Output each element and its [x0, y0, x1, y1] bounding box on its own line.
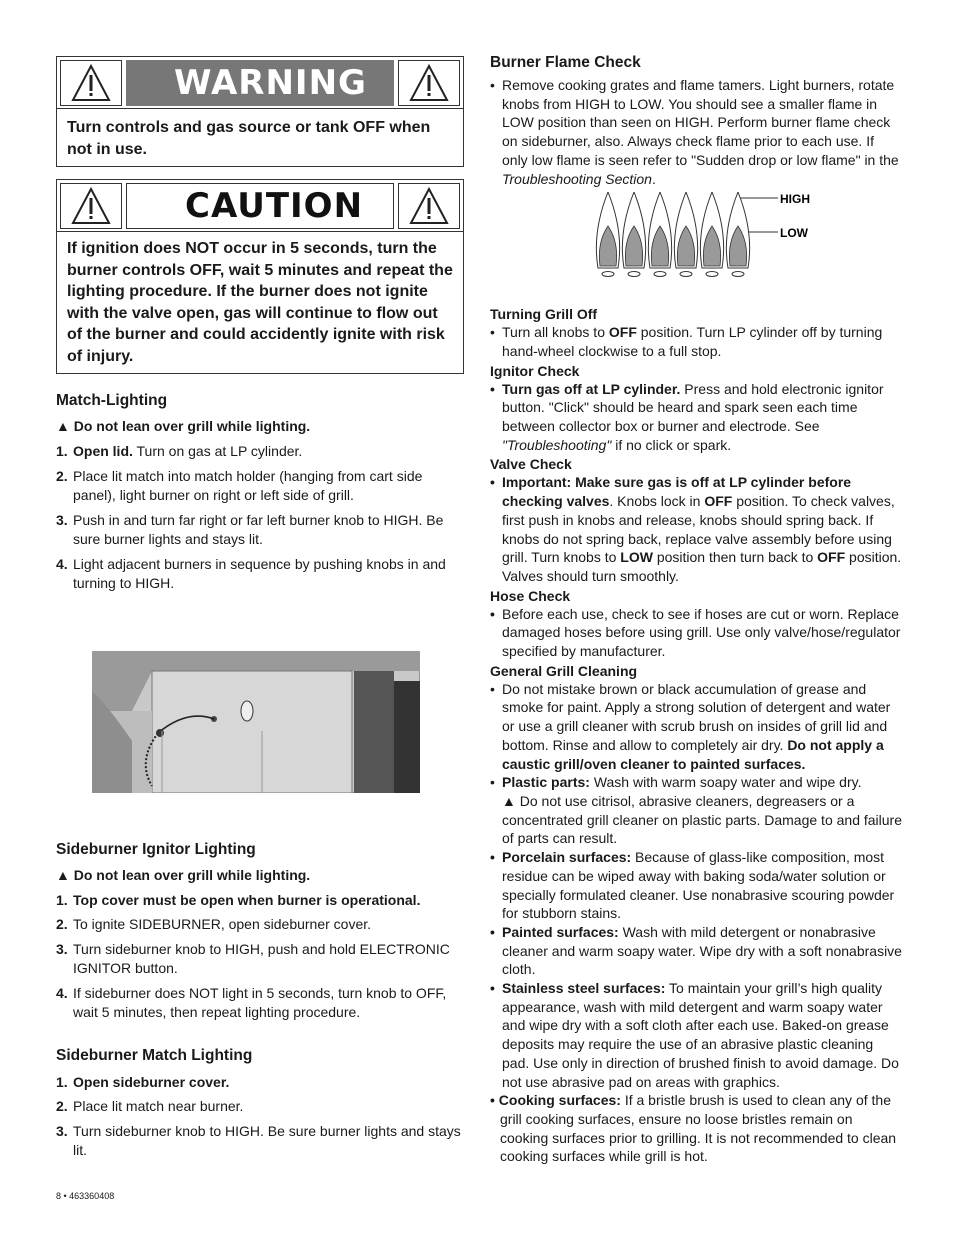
- painted-surfaces: • Painted surfaces: Wash with mild detergent or nonabrasive cleaner and warm soapy water. Wipe dry with a soft nonabrasive cloth.: [490, 923, 902, 978]
- flame-diagram: [592, 192, 852, 288]
- step-item: 4. Light adjacent burners in sequence by pushing knobs in and turning to HIGH.: [56, 555, 446, 591]
- porcelain-surfaces: • Porcelain surfaces: Because of glass-like composition, most residue can be wiped away with baking soda/water solution or specially formulated cleaner. Use nonabrasive scouring powder for stubborn stains.: [490, 849, 895, 922]
- match-holder-illustration: [92, 651, 420, 793]
- match-lighting-caution: ▲ Do not lean over grill while lighting.: [56, 418, 311, 434]
- ignitor-check-title: Ignitor Check: [490, 362, 580, 379]
- step-item: 2. To ignite SIDEBURNER, open sideburner cover.: [56, 916, 372, 932]
- hazard-triangle-icon: [398, 60, 460, 106]
- ignitor-check-text: • Turn gas off at LP cylinder. Press and hold electronic ignitor button. "Click" should be heard and spark seen each time between collector box or burner and electrode. See "Troubleshooting" if no click or spark.: [490, 380, 884, 453]
- step-item: 1. Open sideburner cover.: [56, 1073, 230, 1090]
- turning-off-text: • Turn all knobs to OFF position. Turn LP cylinder off by turning hand-wheel clockwise to a full stop.: [490, 324, 883, 359]
- step-item: 2. Place lit match near burner.: [56, 1098, 244, 1114]
- left-column: [56, 56, 464, 1166]
- step-item: 1. Open lid. Turn on gas at LP cylinder.: [56, 443, 303, 459]
- low-label: LOW: [780, 226, 808, 241]
- match-lighting-steps: [56, 442, 464, 594]
- flame-check-title: Burner Flame Check: [490, 54, 641, 71]
- valve-check-text: • Important: Make sure gas is off at LP cylinder before checking valves. Knobs lock in OFF position. To check valves, first push in knobs and release, knobs should spring back. If knobs do not spring back, replace valve assembly before using grill. Turn knobs to LOW position then turn back to OFF position. Valves should turn smoothly.: [490, 474, 902, 584]
- step-item: 2. Place lit match into match holder (hanging from cart side panel), light burner on right or left side of grill.: [56, 467, 423, 503]
- hazard-triangle-icon: [60, 183, 122, 229]
- step-item: 3. Turn sideburner knob to HIGH. Be sure burner lights and stays lit.: [56, 1122, 461, 1158]
- step-item: 3. Turn sideburner knob to HIGH, push and hold ELECTRONIC IGNITOR button.: [56, 940, 450, 976]
- hose-check-text: • Before each use, check to see if hoses are cut or worn. Replace damaged hoses before using grill. Use only valve/hose/regulator specified by manufacturer.: [490, 605, 901, 660]
- sideburner-ignitor-steps: [56, 891, 464, 1023]
- right-column: [490, 54, 902, 1166]
- step-item: 3. Push in and turn far right or far left burner knob to HIGH. Be sure burner lights and stays lit.: [56, 511, 444, 547]
- match-lighting-title: Match-Lighting: [56, 392, 168, 409]
- page-footer: 8 • 463360408: [56, 1191, 115, 1201]
- hose-check-title: Hose Check: [490, 587, 571, 604]
- hazard-triangle-icon: [398, 183, 460, 229]
- cooking-surfaces: • Cooking surfaces: If a bristle brush is used to clean any of the grill cooking surfaces, ensure no loose bristles remain on cooking surfaces prior to grilling. It is not recommended to clean cooking surfaces while grill is hot.: [490, 1092, 897, 1165]
- step-item: 4. If sideburner does NOT light in 5 seconds, turn knob to OFF, wait 5 minutes, then repeat lighting procedure.: [56, 984, 447, 1020]
- warning-text: Turn controls and gas source or tank OFF when not in use.: [67, 119, 431, 158]
- caution-banner: CAUTION: [126, 183, 394, 229]
- sideburner-match-title: Sideburner Match Lighting: [56, 1046, 253, 1064]
- caution-text: If ignition does NOT occur in 5 seconds, turn the burner controls OFF, wait 5 minutes and repeat the lighting procedure. If the burner does not ignite with the valve open, gas will continue to flow out of the burner and could accidently ignite with risk of injury.: [67, 240, 453, 365]
- stainless-surfaces: • Stainless steel surfaces: To maintain your grill’s high quality appearance, wash with mild detergent and warm soapy water and wipe dry with a soft cloth after each use. Baked-on grease deposits may require the use of an abrasive plastic cleaning pad. Use only in direction of brushed finish to avoid damage. Do not use abrasive pad on areas with graphics.: [490, 980, 899, 1090]
- step-item: 1. Top cover must be open when burner is operational.: [56, 891, 421, 908]
- sideburner-ignitor-caution: ▲ Do not lean over grill while lighting.: [56, 866, 311, 883]
- cleaning-title: General Grill Cleaning: [490, 662, 638, 679]
- warning-header: [57, 57, 463, 109]
- sideburner-match-steps: [56, 1073, 464, 1161]
- warning-box: [56, 56, 464, 167]
- warning-banner: WARNING: [126, 60, 394, 106]
- hazard-triangle-icon: [60, 60, 122, 106]
- sideburner-ignitor-title: Sideburner Ignitor Lighting: [56, 840, 256, 858]
- plastic-parts: • Plastic parts: Wash with warm soapy water and wipe dry. ▲ Do not use citrisol, abrasive cleaners, degreasers or a concentrated grill cleaner on plastic parts. Damage to and failure of parts can result.: [490, 774, 902, 847]
- flame-check-text: • Remove cooking grates and flame tamers. Light burners, rotate knobs from HIGH to LOW. You should see a smaller flame in LOW position than seen on HIGH. Perform burner flame check on sideburner, also. Always check flame prior to each use. If only low flame is seen refer to "Sudden drop or low flame" in the Troubleshooting Section.: [490, 77, 899, 187]
- high-label: HIGH: [780, 192, 810, 207]
- valve-check-title: Valve Check: [490, 456, 572, 473]
- turning-off-title: Turning Grill Off: [490, 306, 598, 323]
- caution-box: [56, 179, 464, 374]
- caution-header: [57, 180, 463, 232]
- cleaning-intro: • Do not mistake brown or black accumulation of grease and smoke for paint. Apply a strong solution of detergent and water or use a grill cleaner with scrub brush on insides of grill lid and bottom. Rinse and allow to completely air dry. Do not apply a caustic grill/oven cleaner to painted surfaces.: [490, 680, 891, 772]
